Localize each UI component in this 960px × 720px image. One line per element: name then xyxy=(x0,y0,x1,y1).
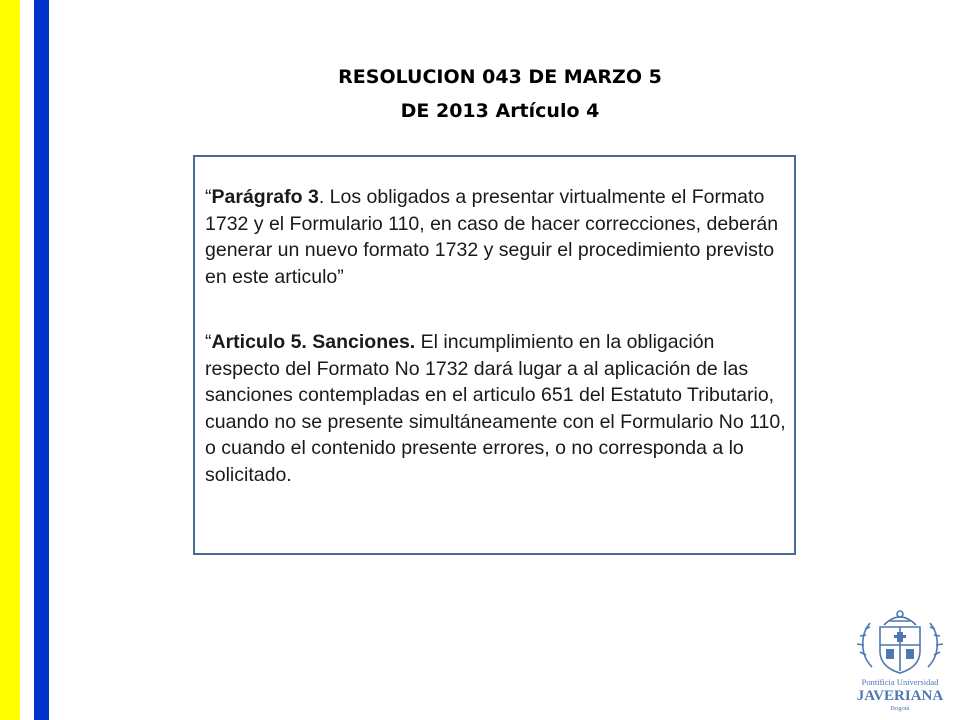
paragraph-1-heading: Parágrafo 3 xyxy=(211,186,319,208)
title-line-2: DE 2013 Artículo 4 xyxy=(400,100,600,122)
open-quote: “ xyxy=(205,331,212,353)
title-line-1: RESOLUCION 043 DE MARZO 5 xyxy=(338,66,662,88)
paragraph-2-text: El incumplimiento en la obligación respecto del Formato No 1732 dará lugar a al aplicación de las sanciones contempladas en el articulo 651 del Estatuto Tributario, cuando no se presente simultáneamente con el Formulario No 110, o cuando el contenido presente errores, o no corresponda a lo solicitado. xyxy=(205,331,786,486)
open-quote: “ xyxy=(205,186,212,208)
quote-box xyxy=(193,155,796,555)
javeriana-crest-icon xyxy=(850,605,950,715)
paragraph-2-heading: Articulo 5. Sanciones. xyxy=(211,331,416,353)
white-side-stripe xyxy=(20,0,34,720)
blue-side-stripe xyxy=(34,0,49,720)
logo-line-2: JAVERIANA xyxy=(856,688,944,704)
slide-title xyxy=(280,60,720,128)
logo-line-1: Pontificia Universidad xyxy=(861,677,939,687)
paragraph-paragrafo-3 xyxy=(205,184,790,290)
yellow-side-stripe xyxy=(0,0,20,720)
paragraph-articulo-5 xyxy=(205,329,790,488)
paragraph-1-text: . Los obligados a presentar virtualmente el Formato 1732 y el Formulario 110, en caso de hacer correcciones, deberán generar un nuevo formato 1732 y seguir el procedimiento previsto en este articulo” xyxy=(205,186,779,288)
javeriana-logo xyxy=(850,605,950,715)
logo-line-3: Bogotá xyxy=(890,705,910,712)
